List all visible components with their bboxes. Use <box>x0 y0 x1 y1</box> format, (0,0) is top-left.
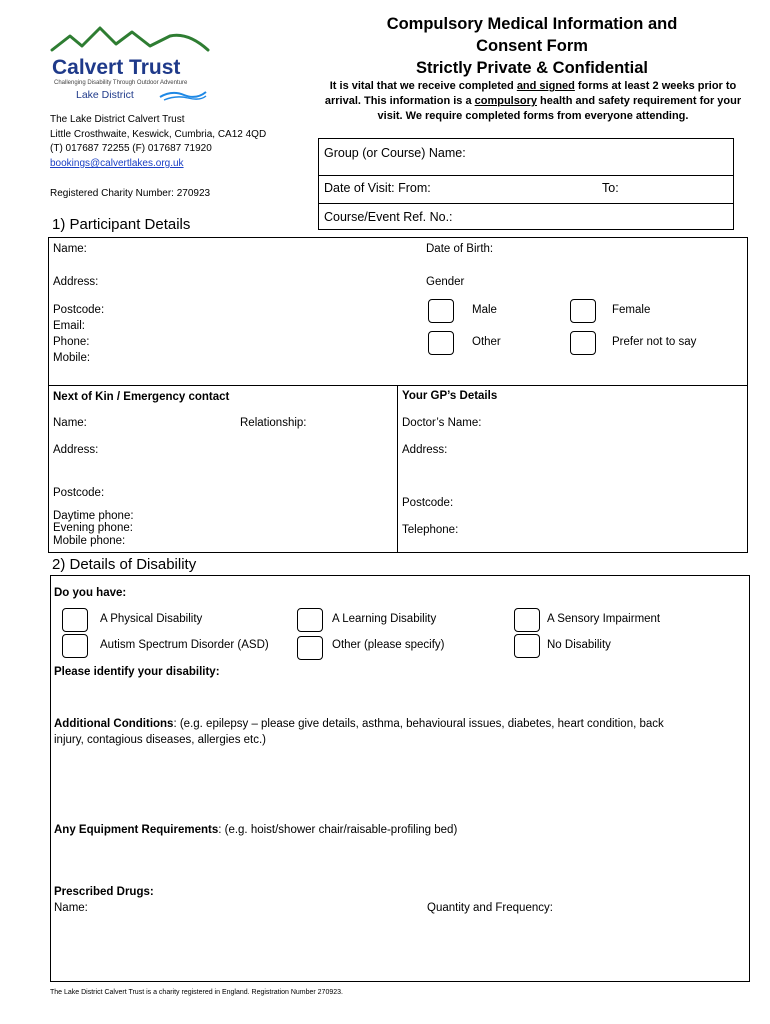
asd-checkbox[interactable] <box>62 634 88 658</box>
disability-details-box <box>50 575 750 982</box>
gender-female-label: Female <box>612 304 651 316</box>
additional-conditions-field[interactable]: Additional Conditions: (e.g. epilepsy – please give details, asthma, behavioural issues, diabetes, heart condition, back <box>54 718 664 730</box>
participant-address-field[interactable]: Address: <box>53 276 99 288</box>
kin-postcode-field[interactable]: Postcode: <box>53 487 105 499</box>
kin-heading: Next of Kin / Emergency contact <box>53 391 230 403</box>
asd-label: Autism Spectrum Disorder (ASD) <box>100 639 269 651</box>
physical-disability-label: A Physical Disability <box>100 613 203 625</box>
gp-heading: Your GP’s Details <box>402 390 498 402</box>
kin-daytime-phone-field[interactable]: Daytime phone: <box>53 510 134 522</box>
sensory-impairment-checkbox[interactable] <box>514 608 540 632</box>
dob-field[interactable]: Date of Birth: <box>426 243 494 255</box>
equipment-requirements-field[interactable]: Any Equipment Requirements: (e.g. hoist/shower chair/raisable-profiling bed) <box>54 824 458 836</box>
physical-disability-checkbox[interactable] <box>62 608 88 632</box>
wave-logo-icon <box>158 88 208 102</box>
learning-disability-label: A Learning Disability <box>332 613 437 625</box>
gp-telephone-field[interactable]: Telephone: <box>402 524 459 536</box>
contacts-box <box>48 385 748 553</box>
drug-name-field[interactable]: Name: <box>54 902 88 914</box>
gender-female-checkbox[interactable] <box>570 299 596 323</box>
participant-email-field[interactable]: Email: <box>53 320 85 332</box>
form-title-line2: Consent Form <box>476 37 588 55</box>
other-disability-checkbox[interactable] <box>297 636 323 660</box>
participant-phone-field[interactable]: Phone: <box>53 336 90 348</box>
gender-male-label: Male <box>472 304 497 316</box>
gp-address-field[interactable]: Address: <box>402 444 448 456</box>
gender-prefer-not-checkbox[interactable] <box>570 331 596 355</box>
no-disability-checkbox[interactable] <box>514 634 540 658</box>
identify-disability-field[interactable]: Please identify your disability: <box>54 666 220 678</box>
gender-label: Gender <box>426 276 465 288</box>
course-ref-field[interactable]: Course/Event Ref. No.: <box>324 210 453 224</box>
visit-date-to-field[interactable]: To: <box>602 181 619 195</box>
participant-mobile-field[interactable]: Mobile: <box>53 352 91 364</box>
gp-postcode-field[interactable]: Postcode: <box>402 497 454 509</box>
no-disability-label: No Disability <box>547 639 611 651</box>
participant-postcode-field[interactable]: Postcode: <box>53 304 105 316</box>
visit-date-from-field[interactable]: Date of Visit: From: <box>324 181 431 195</box>
form-title-line3: Strictly Private & Confidential <box>416 59 648 77</box>
section2-title: 2) Details of Disability <box>52 556 197 573</box>
prescribed-drugs-heading: Prescribed Drugs: <box>54 886 154 898</box>
kin-relationship-field[interactable]: Relationship: <box>240 417 307 429</box>
logo <box>48 22 218 110</box>
kin-mobile-phone-field[interactable]: Mobile phone: <box>53 535 126 547</box>
kin-name-field[interactable]: Name: <box>53 417 87 429</box>
logo-tagline: Challenging Disability Through Outdoor Adventure <box>54 80 188 86</box>
gp-doctor-field[interactable]: Doctor’s Name: <box>402 417 482 429</box>
gender-other-label: Other <box>472 336 501 348</box>
footer-note: The Lake District Calvert Trust is a charity registered in England. Registration Number 270923. <box>50 989 343 996</box>
gender-other-checkbox[interactable] <box>428 331 454 355</box>
org-phones: (T) 017687 72255 (F) 017687 71920 <box>50 143 212 154</box>
group-name-field[interactable]: Group (or Course) Name: <box>324 146 466 160</box>
submission-notice: It is vital that we receive completed and signed forms at least 2 weeks prior to arrival. This information is a compulsory health and safety requirement for your visit. We require completed forms from everyone attending. <box>324 80 742 122</box>
section1-title: 1) Participant Details <box>52 216 191 233</box>
gender-prefer-not-label: Prefer not to say <box>612 336 697 348</box>
charity-number: Registered Charity Number: 270923 <box>50 188 211 199</box>
drug-quantity-field[interactable]: Quantity and Frequency: <box>427 902 553 914</box>
org-email-link[interactable]: bookings@calvertlakes.org.uk <box>50 158 184 169</box>
logo-region: Lake District <box>76 89 134 101</box>
kin-address-field[interactable]: Address: <box>53 444 99 456</box>
learning-disability-checkbox[interactable] <box>297 608 323 632</box>
org-address: Little Crosthwaite, Keswick, Cumbria, CA12 4QD <box>50 129 267 140</box>
do-you-have-label: Do you have: <box>54 587 127 599</box>
other-disability-label: Other (please specify) <box>332 639 445 651</box>
participant-name-field[interactable]: Name: <box>53 243 87 255</box>
org-name: The Lake District Calvert Trust <box>50 114 185 125</box>
form-title-line1: Compulsory Medical Information and <box>386 15 678 33</box>
sensory-impairment-label: A Sensory Impairment <box>547 613 661 625</box>
logo-name: Calvert Trust <box>52 56 181 79</box>
additional-conditions-line2: injury, contagious diseases, allergies etc.) <box>54 734 267 746</box>
gender-male-checkbox[interactable] <box>428 299 454 323</box>
kin-evening-phone-field[interactable]: Evening phone: <box>53 522 133 534</box>
